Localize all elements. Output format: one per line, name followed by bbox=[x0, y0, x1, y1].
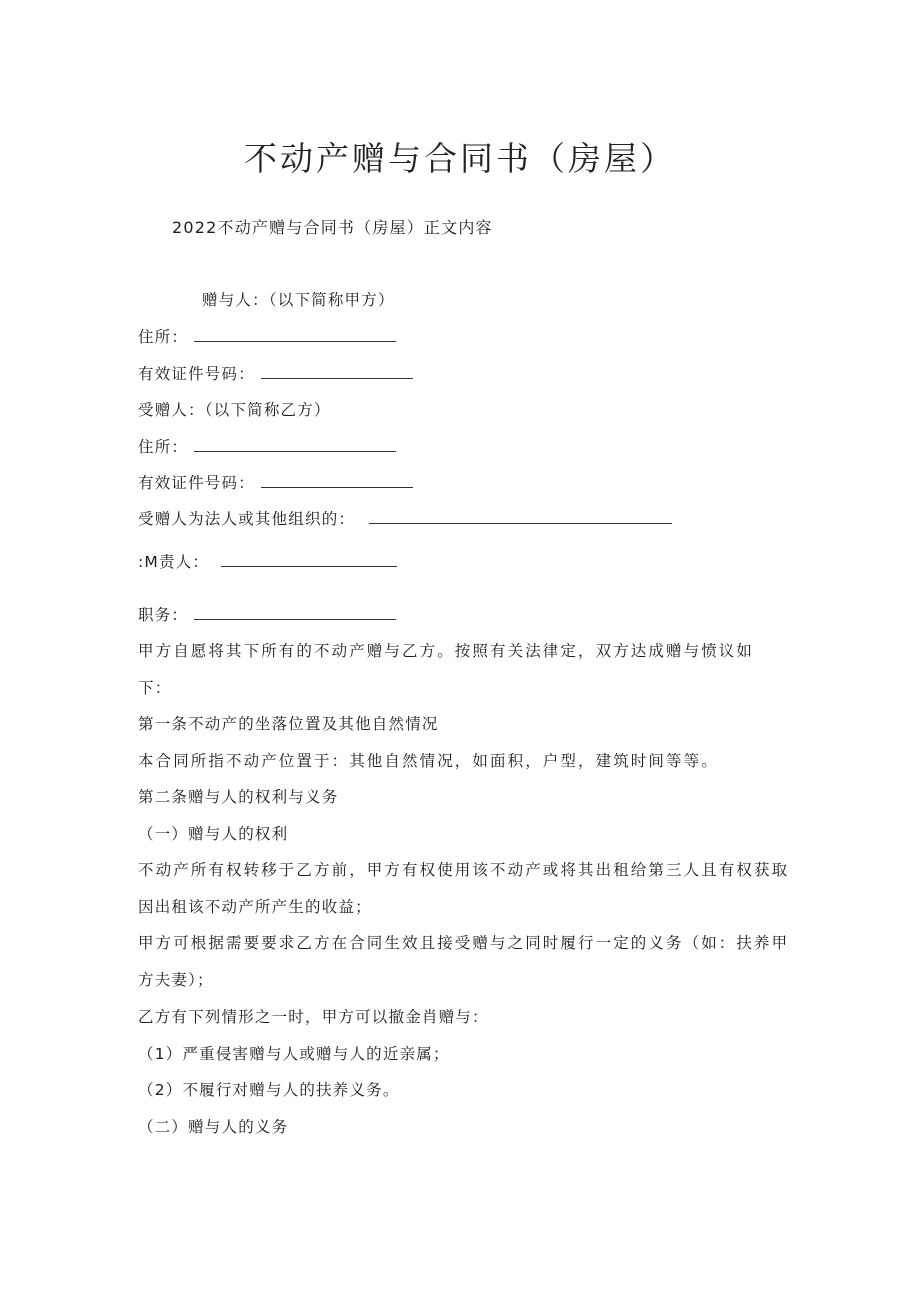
responsible-blank[interactable] bbox=[221, 552, 397, 567]
donor-id-line bbox=[138, 364, 413, 384]
document-subtitle: 2022不动产赠与合同书（房屋）正文内容 bbox=[172, 218, 493, 237]
donor-label: 赠与人：（以下简称甲方） bbox=[202, 291, 395, 309]
revoke-item-1: （1）严重侵害赠与人或赠与人的近亲属； bbox=[138, 1045, 450, 1063]
donor-address-blank[interactable] bbox=[194, 327, 396, 342]
donee-org-label: 受赠人为法人或其他组织的： bbox=[138, 510, 356, 528]
donee-id-line bbox=[138, 473, 413, 493]
position-blank[interactable] bbox=[194, 605, 396, 620]
donor-line bbox=[202, 290, 395, 310]
right-2-line-1: 甲方可根据需要要求乙方在合同生效且接受赠与之同时履行一定的义务（如：扶养甲 bbox=[138, 934, 790, 952]
position-label: 职务： bbox=[138, 606, 189, 624]
donor-id-blank[interactable] bbox=[261, 364, 413, 379]
article-1-heading: 第一条不动产的坐落位置及其他自然情况 bbox=[138, 715, 439, 733]
donee-id-label: 有效证件号码： bbox=[138, 474, 255, 492]
section-2-heading: （二）赠与人的义务 bbox=[138, 1118, 289, 1136]
responsible-label: :M责人： bbox=[138, 553, 210, 571]
donee-org-line bbox=[138, 509, 672, 529]
donor-id-label: 有效证件号码： bbox=[138, 365, 255, 383]
intro-paragraph-line-2: 下： bbox=[138, 679, 172, 697]
document-title: 不动产赠与合同书（房屋） bbox=[244, 139, 676, 178]
right-1-line-2: 因出租该不动产所产生的收益； bbox=[138, 898, 372, 916]
donee-id-blank[interactable] bbox=[261, 473, 413, 488]
article-1-text: 本合同所指不动产位置于：其他自然情况，如面积，户型，建筑时间等等。 bbox=[138, 752, 719, 770]
donor-address-line bbox=[138, 327, 396, 347]
revoke-intro: 乙方有下列情形之一时，甲方可以撤金肖赠与： bbox=[138, 1008, 489, 1026]
donee-address-label: 住所： bbox=[138, 438, 189, 456]
intro-paragraph-line-1: 甲方自愿将其下所有的不动产赠与乙方。按照有关法律定，双方达成赠与愤议如 bbox=[138, 642, 755, 660]
donor-address-label: 住所： bbox=[138, 328, 189, 346]
section-1-heading: （一）赠与人的权利 bbox=[138, 825, 289, 843]
right-1-line-1: 不动产所有权转移于乙方前，甲方有权使用该不动产或将其出租给第三人且有权获取 bbox=[138, 861, 790, 879]
article-2-heading: 第二条赠与人的权利与义务 bbox=[138, 788, 339, 806]
donee-address-line bbox=[138, 437, 396, 457]
right-2-line-2: 方夫妻）； bbox=[138, 971, 214, 989]
position-line bbox=[138, 605, 396, 625]
donee-address-blank[interactable] bbox=[194, 437, 396, 452]
donee-line bbox=[138, 400, 331, 420]
donee-label: 受赠人：（以下简称乙方） bbox=[138, 401, 331, 419]
donee-org-blank[interactable] bbox=[369, 509, 672, 524]
revoke-item-2: （2）不履行对赠与人的扶养义务。 bbox=[138, 1081, 400, 1099]
responsible-line bbox=[138, 552, 397, 572]
